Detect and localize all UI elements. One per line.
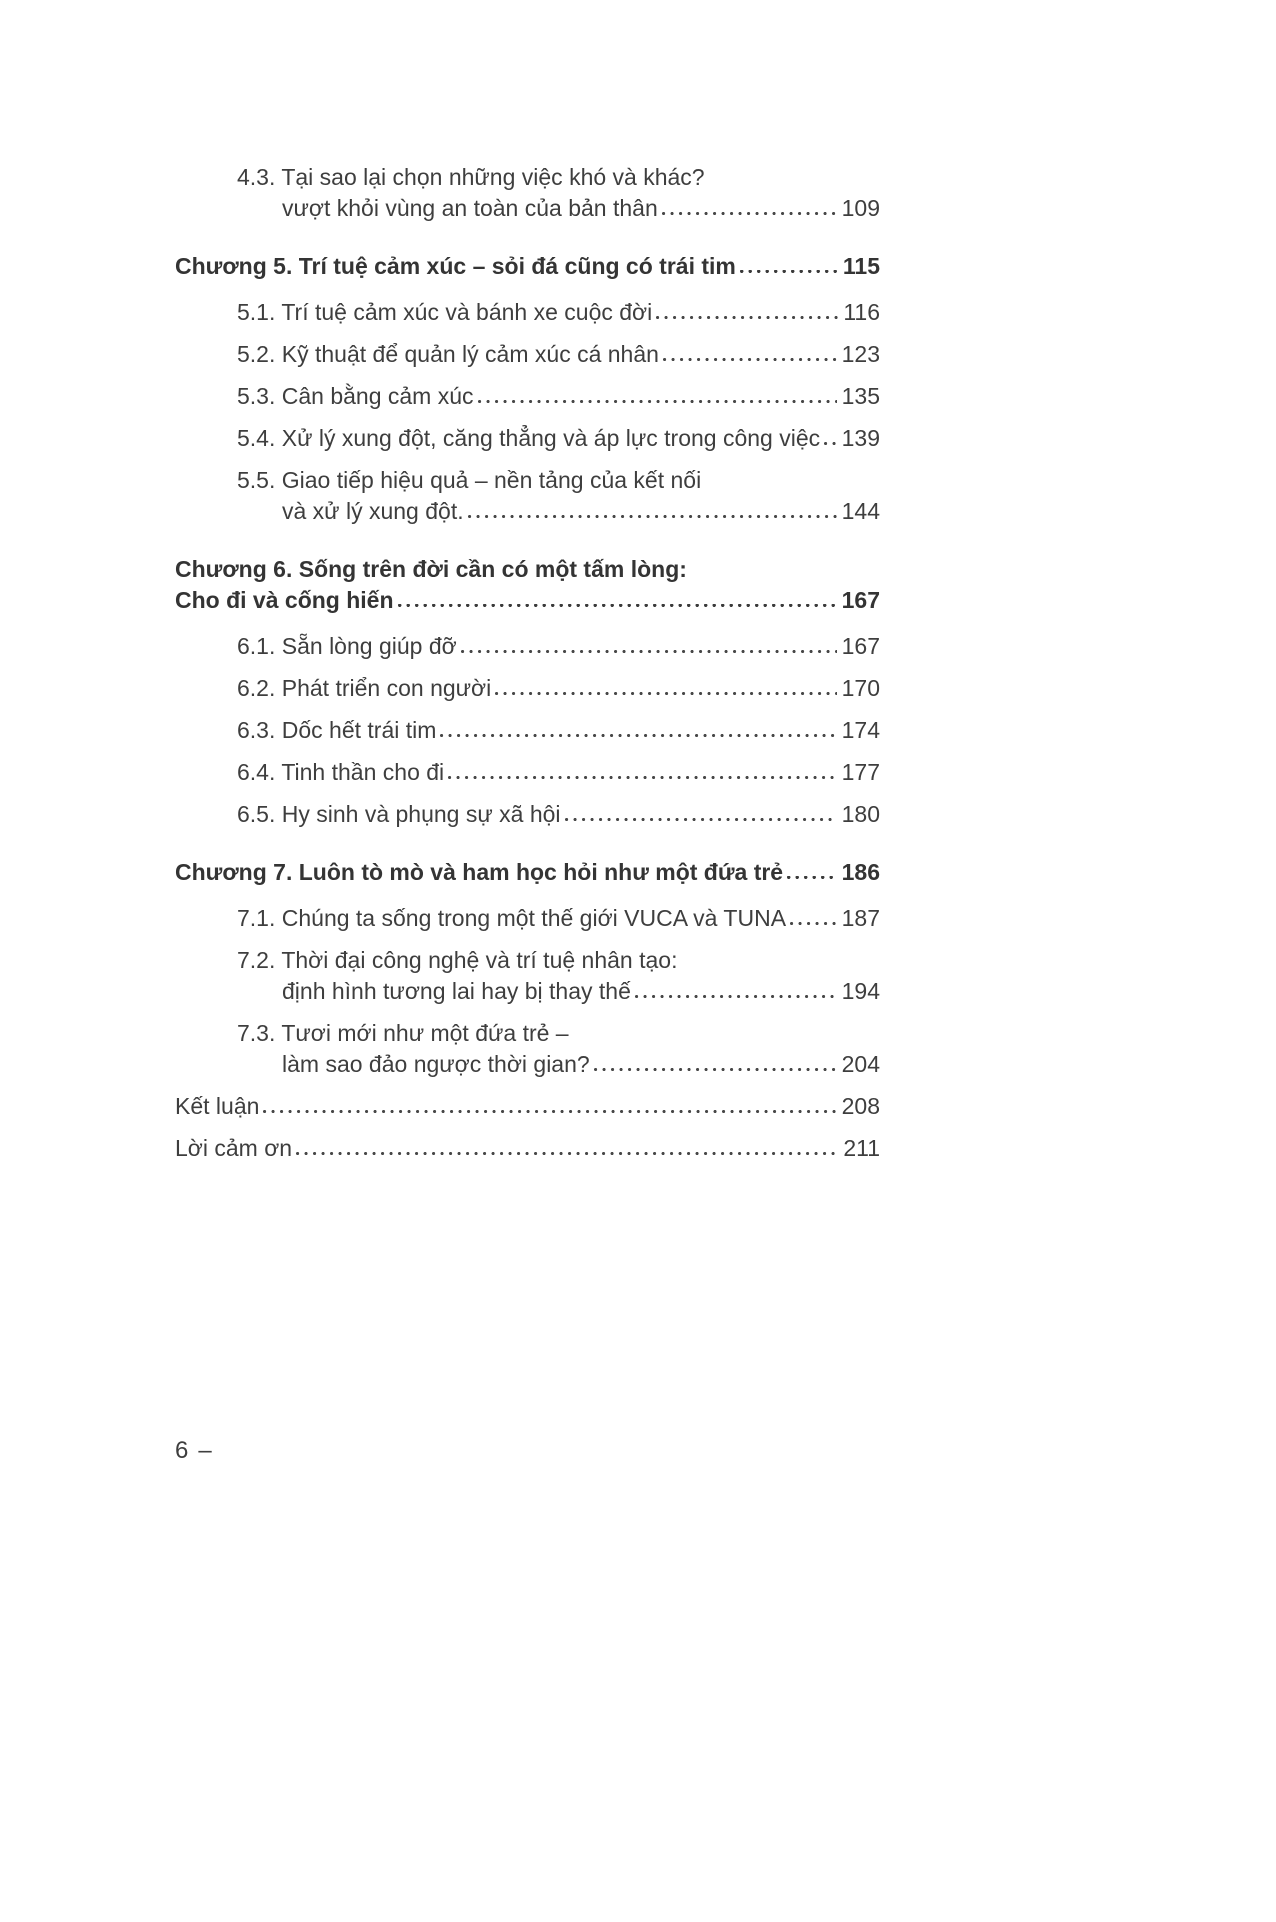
toc-entry-text: 4.3. Tại sao lại chọn những việc khó và khác? (237, 164, 705, 190)
toc-entry (175, 857, 880, 888)
toc-page-number: 180 (841, 801, 880, 827)
toc-entry-line (175, 423, 880, 454)
leader-dots (663, 358, 837, 361)
toc-entry-line (175, 251, 880, 282)
toc-entry (175, 631, 880, 662)
toc-page-number: 167 (841, 587, 880, 613)
leader-dots (740, 270, 838, 273)
toc-page-number: 170 (841, 675, 880, 701)
toc-entry (175, 162, 880, 224)
toc-entry-line (175, 554, 880, 585)
toc-entry-text: Cho đi và cống hiến (175, 587, 394, 613)
toc-entry (175, 757, 880, 788)
toc-entry (175, 715, 880, 746)
toc-entry-line (175, 193, 880, 224)
folio-page-number: 6 (175, 1437, 189, 1464)
toc-entry-line (175, 715, 880, 746)
toc-entry (175, 903, 880, 934)
page-footer (175, 1436, 212, 1466)
folio-dash: – (198, 1437, 212, 1464)
leader-dots (468, 515, 837, 518)
toc-entry (175, 1091, 880, 1122)
leader-dots (263, 1110, 836, 1113)
toc-entry-line (175, 673, 880, 704)
toc-page-number: 139 (841, 425, 880, 451)
toc-entry-line (175, 945, 880, 976)
toc-page-number: 174 (841, 717, 880, 743)
table-of-contents (175, 162, 880, 1175)
leader-dots (790, 922, 837, 925)
toc-entry-text: và xử lý xung đột. (282, 498, 464, 524)
toc-entry (175, 423, 880, 454)
toc-entry-line (175, 381, 880, 412)
leader-dots (787, 876, 837, 879)
toc-page-number: 177 (841, 759, 880, 785)
toc-entry-text: 6.2. Phát triển con người (237, 675, 492, 701)
toc-page-number: 123 (841, 341, 880, 367)
toc-page-number: 208 (841, 1093, 880, 1119)
toc-entry-text: Chương 7. Luôn tò mò và ham học hỏi như một đứa trẻ (175, 859, 784, 885)
leader-dots (398, 604, 837, 607)
toc-page-number: 144 (841, 498, 880, 524)
toc-entry-line (175, 903, 880, 934)
toc-entry-line (175, 162, 880, 193)
toc-entry-text: 6.5. Hy sinh và phụng sự xã hội (237, 801, 561, 827)
toc-page-number: 186 (841, 859, 880, 885)
toc-entry (175, 1018, 880, 1080)
toc-entry-text: 5.2. Kỹ thuật để quản lý cảm xúc cá nhân (237, 341, 659, 367)
toc-page-number: 109 (841, 195, 880, 221)
toc-entry (175, 339, 880, 370)
toc-entry-text: làm sao đảo ngược thời gian? (282, 1051, 590, 1077)
toc-entry-line (175, 1049, 880, 1080)
toc-entry-text: Kết luận (175, 1093, 260, 1119)
leader-dots (824, 442, 836, 445)
toc-entry-line (175, 857, 880, 888)
toc-entry (175, 251, 880, 282)
toc-entry-line (175, 465, 880, 496)
toc-entry-text: 5.1. Trí tuệ cảm xúc và bánh xe cuộc đời (237, 299, 653, 325)
toc-entry-line (175, 976, 880, 1007)
toc-entry (175, 1133, 880, 1164)
toc-page-number: 115 (842, 253, 880, 279)
leader-dots (296, 1152, 838, 1155)
toc-entry-line (175, 1133, 880, 1164)
leader-dots (635, 995, 837, 998)
leader-dots (440, 734, 836, 737)
toc-entry-text: 7.2. Thời đại công nghệ và trí tuệ nhân tạo: (237, 947, 678, 973)
toc-entry-line (175, 496, 880, 527)
toc-entry-text: 5.3. Cân bằng cảm xúc (237, 383, 474, 409)
toc-entry (175, 799, 880, 830)
toc-entry-text: định hình tương lai hay bị thay thế (282, 978, 631, 1004)
toc-page-number: 116 (843, 299, 880, 325)
toc-entry-text: 6.3. Dốc hết trái tim (237, 717, 437, 743)
toc-entry-text: vượt khỏi vùng an toàn của bản thân (282, 195, 658, 221)
toc-entry (175, 554, 880, 616)
toc-entry-line (175, 1018, 880, 1049)
toc-entry-text: Lời cảm ơn (175, 1135, 293, 1161)
toc-entry (175, 381, 880, 412)
leader-dots (448, 776, 836, 779)
toc-entry-line (175, 339, 880, 370)
toc-page-number: 194 (841, 978, 880, 1004)
toc-entry-text: 6.4. Tinh thần cho đi (237, 759, 445, 785)
toc-entry-text: 5.4. Xử lý xung đột, căng thẳng và áp lực trong công việc (237, 425, 821, 451)
toc-entry-text: Chương 5. Trí tuệ cảm xúc – sỏi đá cũng có trái tim (175, 253, 736, 279)
toc-entry (175, 673, 880, 704)
leader-dots (461, 650, 837, 653)
toc-entry-line (175, 757, 880, 788)
toc-entry-line (175, 799, 880, 830)
toc-entry-text: Chương 6. Sống trên đời cần có một tấm lòng: (175, 556, 687, 582)
toc-entry-line (175, 1091, 880, 1122)
toc-entry-text: 7.1. Chúng ta sống trong một thế giới VUCA và TUNA (237, 905, 787, 931)
toc-page-number: 187 (841, 905, 880, 931)
leader-dots (656, 316, 838, 319)
toc-page-number: 167 (841, 633, 880, 659)
leader-dots (662, 212, 837, 215)
leader-dots (594, 1068, 837, 1071)
toc-page-number: 204 (841, 1051, 880, 1077)
toc-entry-text: 6.1. Sẵn lòng giúp đỡ (237, 633, 457, 659)
leader-dots (478, 400, 837, 403)
toc-entry (175, 465, 880, 527)
toc-page-number: 211 (843, 1135, 880, 1161)
leader-dots (495, 692, 836, 695)
toc-entry-text: 5.5. Giao tiếp hiệu quả – nền tảng của kết nối (237, 467, 702, 493)
toc-page-number: 135 (841, 383, 880, 409)
toc-entry-line (175, 585, 880, 616)
toc-entry-text: 7.3. Tươi mới như một đứa trẻ – (237, 1020, 569, 1046)
toc-entry-line (175, 631, 880, 662)
toc-entry (175, 945, 880, 1007)
toc-entry (175, 297, 880, 328)
toc-entry-line (175, 297, 880, 328)
leader-dots (565, 818, 837, 821)
